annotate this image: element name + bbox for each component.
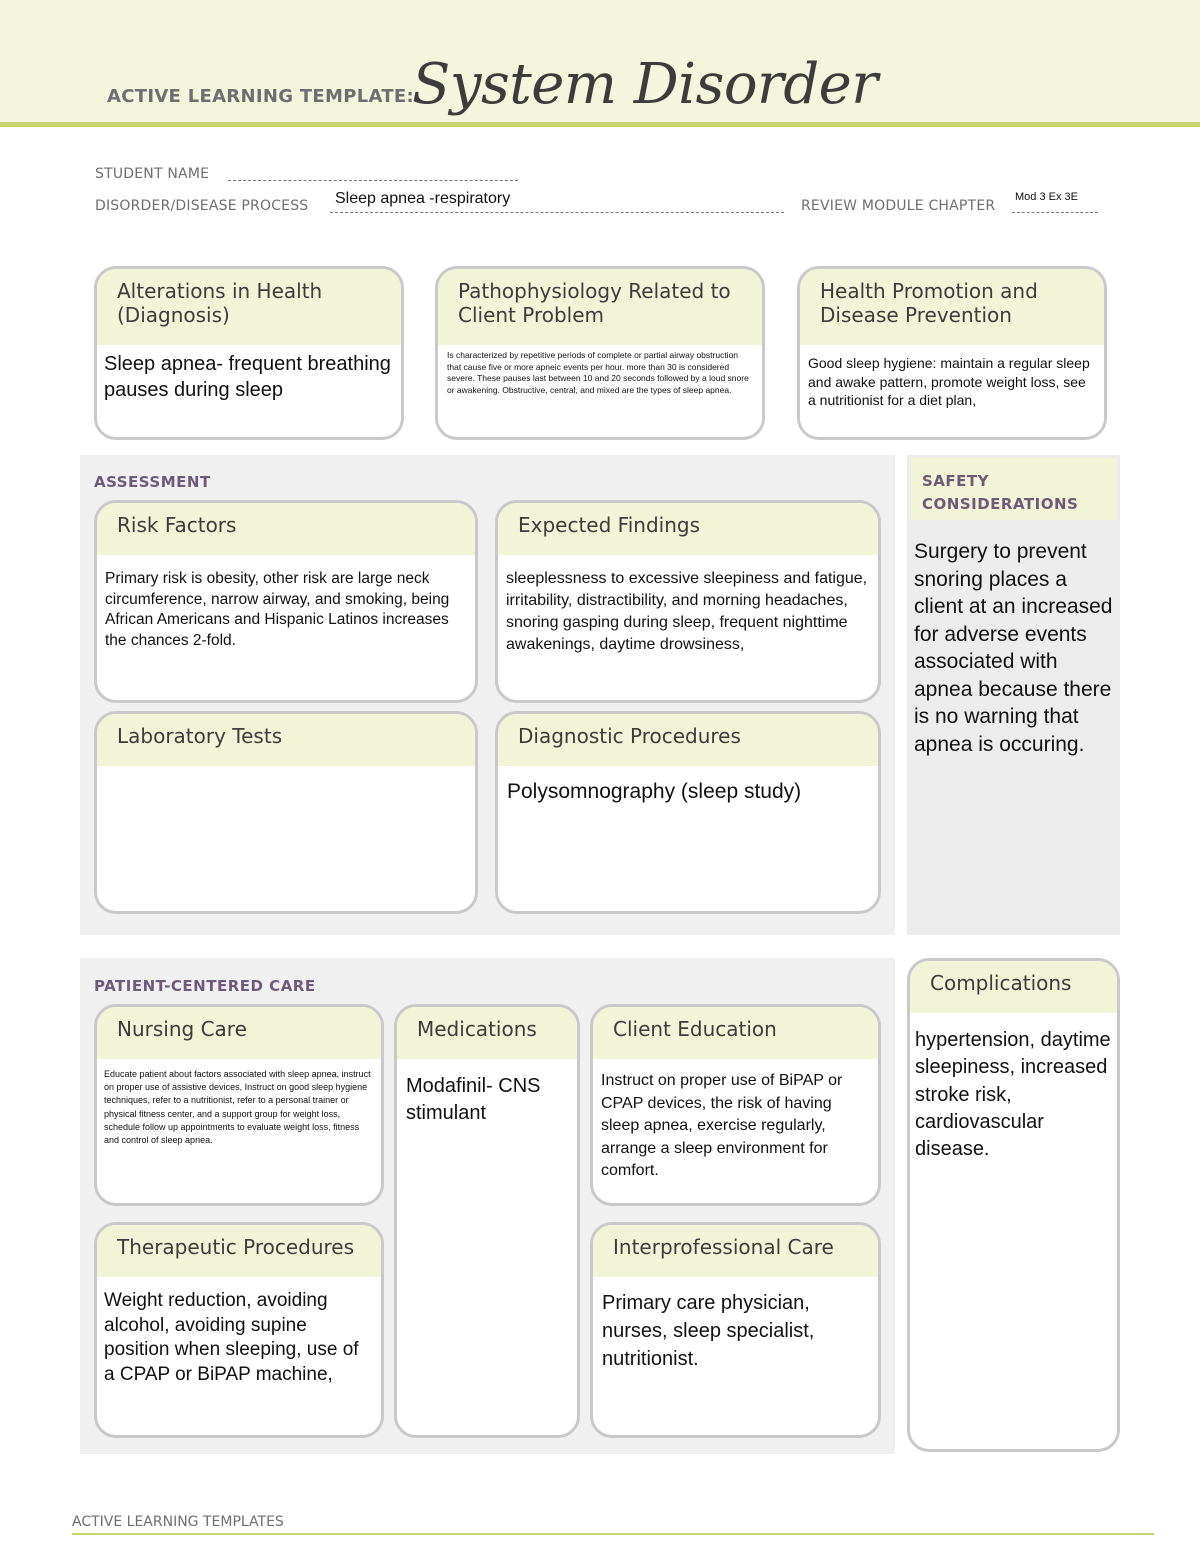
review-module-label: REVIEW MODULE CHAPTER bbox=[801, 198, 996, 214]
pathophysiology-body[interactable]: Is characterized by repetitive periods of complete or partial airway obstruction that cause five or more apneic events per hour. more than 30 is considered severe. These pauses last between 10 and 20 seconds followed by a loud snore or awakening. Obstructive, central, and mixed are the types of sleep apnea. bbox=[447, 350, 749, 395]
safety-title-line2: CONSIDERATIONS bbox=[922, 495, 1079, 513]
nursing-care-title: Nursing Care bbox=[97, 1007, 381, 1059]
safety-body[interactable]: Surgery to prevent snoring places a client at an increased for adverse events associated with apnea because there is no warning that apnea is occuring. bbox=[914, 540, 1113, 756]
medications-title: Medications bbox=[397, 1007, 577, 1059]
alterations-in-health-title: Alterations in Health (Diagnosis) bbox=[97, 269, 401, 345]
alterations-in-health-box bbox=[94, 266, 404, 440]
complications-title: Complications bbox=[910, 961, 1117, 1013]
complications-body[interactable]: hypertension, daytime sleepiness, increased stroke risk, cardiovascular disease. bbox=[915, 1029, 1111, 1161]
risk-factors-body[interactable]: Primary risk is obesity, other risk are large neck circumference, narrow airway, and smoking, being African Americans and Hispanic Latinos increases the chances 2-fold. bbox=[105, 570, 450, 649]
laboratory-tests-box bbox=[94, 711, 478, 914]
therapeutic-procedures-body[interactable]: Weight reduction, avoiding alcohol, avoiding supine position when sleeping, use of a CPAP or BiPAP machine, bbox=[104, 1290, 359, 1385]
patient-centered-care-title: PATIENT-CENTERED CARE bbox=[94, 977, 316, 995]
diagnostic-procedures-body[interactable]: Polysomnography (sleep study) bbox=[507, 780, 802, 803]
assessment-title: ASSESSMENT bbox=[94, 473, 211, 491]
laboratory-tests-title: Laboratory Tests bbox=[97, 714, 475, 766]
safety-title-line1: SAFETY bbox=[922, 472, 989, 490]
interprofessional-care-title: Interprofessional Care bbox=[593, 1225, 878, 1277]
student-name-label: STUDENT NAME bbox=[95, 166, 210, 182]
footer-rule bbox=[72, 1533, 1154, 1535]
disorder-label: DISORDER/DISEASE PROCESS bbox=[95, 198, 309, 214]
header-rule bbox=[0, 122, 1200, 127]
therapeutic-procedures-box bbox=[94, 1222, 384, 1438]
interprofessional-care-body[interactable]: Primary care physician, nurses, sleep specialist, nutritionist. bbox=[602, 1292, 815, 1370]
interprofessional-care-box bbox=[590, 1222, 881, 1438]
review-module-field[interactable]: Mod 3 Ex 3E bbox=[1015, 191, 1078, 203]
nursing-care-box bbox=[94, 1004, 384, 1206]
footer-label: ACTIVE LEARNING TEMPLATES bbox=[72, 1514, 284, 1530]
medications-box bbox=[394, 1004, 580, 1438]
review-module-line bbox=[1012, 212, 1098, 213]
expected-findings-body[interactable]: sleeplessness to excessive sleepiness and fatigue, irritability, distractibility, and morning headaches, snoring gasping during sleep, frequent nighttime awakenings, daytime drowsiness, bbox=[506, 570, 868, 653]
client-education-body[interactable]: Instruct on proper use of BiPAP or CPAP devices, the risk of having sleep apnea, exercise regularly, arrange a sleep environment for comfort. bbox=[601, 1072, 843, 1179]
safety-title bbox=[911, 458, 1117, 520]
client-education-title: Client Education bbox=[593, 1007, 878, 1059]
complications-box bbox=[907, 958, 1120, 1452]
risk-factors-box bbox=[94, 500, 478, 703]
student-name-line bbox=[228, 180, 518, 181]
template-label: ACTIVE LEARNING TEMPLATE: bbox=[107, 86, 414, 107]
page-title: System Disorder bbox=[412, 52, 878, 117]
pathophysiology-box bbox=[435, 266, 765, 440]
laboratory-tests-body[interactable] bbox=[97, 766, 475, 778]
nursing-care-body[interactable]: Educate patient about factors associated with sleep apnea, instruct on proper use of assistive devices, Instruct on good sleep hygiene techniques, refer to a nutritionist, refer to a personal trainer or physical fitness center, and a support group for weight loss, schedule follow up appointments to evaluate weight loss, fitness and control of sleep apnea. bbox=[104, 1069, 371, 1146]
pathophysiology-title: Pathophysiology Related to Client Problem bbox=[438, 269, 762, 345]
expected-findings-title: Expected Findings bbox=[498, 503, 878, 555]
therapeutic-procedures-title: Therapeutic Procedures bbox=[97, 1225, 381, 1277]
client-education-box bbox=[590, 1004, 881, 1206]
health-promotion-box bbox=[797, 266, 1107, 440]
diagnostic-procedures-box bbox=[495, 711, 881, 914]
health-promotion-title: Health Promotion and Disease Prevention bbox=[800, 269, 1104, 345]
diagnostic-procedures-title: Diagnostic Procedures bbox=[498, 714, 878, 766]
disorder-field[interactable]: Sleep apnea -respiratory bbox=[335, 190, 511, 207]
alterations-in-health-body[interactable]: Sleep apnea- frequent breathing pauses during sleep bbox=[104, 353, 391, 401]
health-promotion-body[interactable]: Good sleep hygiene: maintain a regular sleep and awake pattern, promote weight loss, see a nutritionist for a diet plan, bbox=[808, 355, 1090, 408]
disorder-line bbox=[330, 212, 784, 213]
expected-findings-box bbox=[495, 500, 881, 703]
medications-body[interactable]: Modafinil- CNS stimulant bbox=[406, 1075, 541, 1124]
risk-factors-title: Risk Factors bbox=[97, 503, 475, 555]
